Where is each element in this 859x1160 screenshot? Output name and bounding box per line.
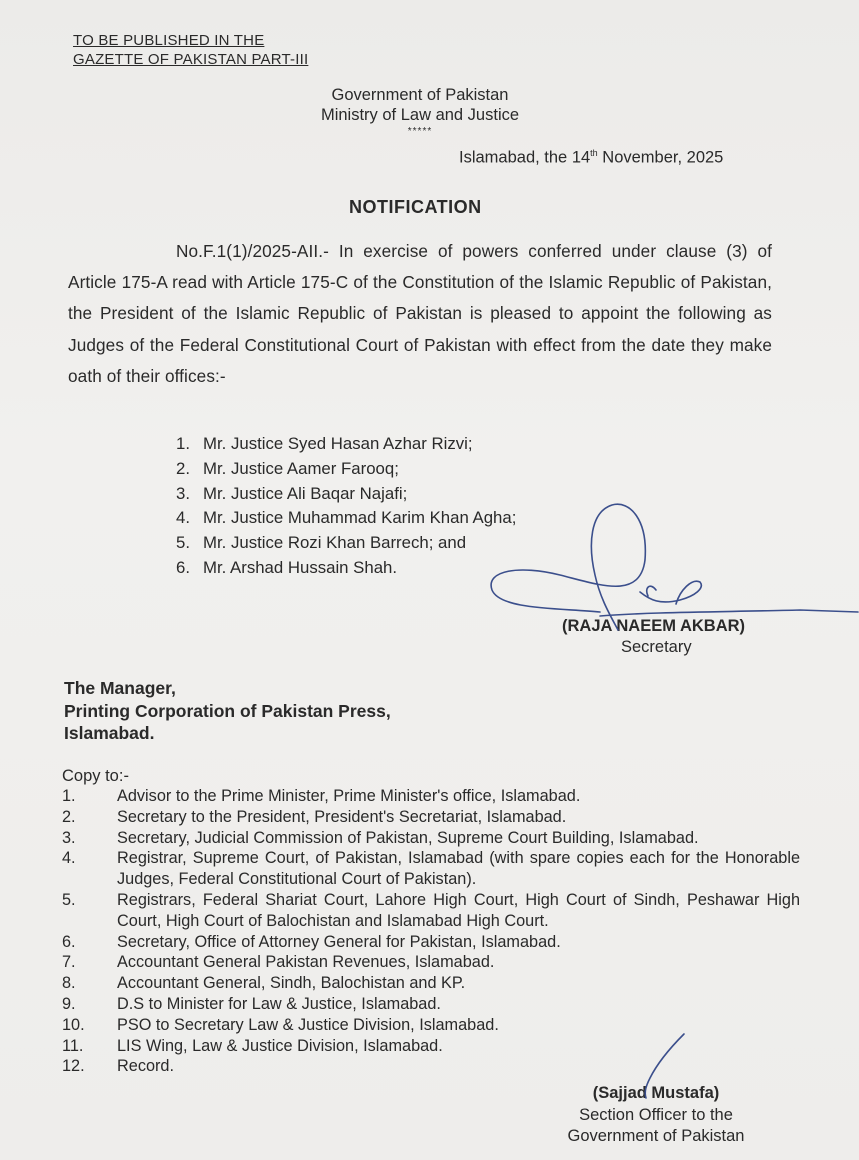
judge-name: Mr. Justice Syed Hasan Azhar Rizvi; xyxy=(203,434,473,453)
government-name: Government of Pakistan xyxy=(331,86,509,104)
judge-name: Mr. Justice Rozi Khan Barrech; and xyxy=(203,533,467,553)
copy-to-number: 6. xyxy=(62,932,76,951)
copy-to-number: 5. xyxy=(62,890,76,909)
judge-list-item xyxy=(176,506,516,531)
copy-to-item xyxy=(60,932,800,953)
copy-to-number: 4. xyxy=(62,849,76,868)
issue-date xyxy=(459,148,723,168)
judge-number: 2. xyxy=(176,458,190,478)
judge-name: Mr. Justice Aamer Farooq; xyxy=(203,458,399,478)
addressee-line1: The Manager, xyxy=(64,678,176,698)
addressee-line3: Islamabad. xyxy=(64,723,155,743)
judge-list-item xyxy=(176,457,516,482)
signatory-name: (RAJA NAEEM AKBAR) xyxy=(562,617,746,635)
judge-number: 4. xyxy=(176,508,190,528)
judge-name: Mr. Justice Ali Baqar Najafi; xyxy=(203,483,408,503)
copy-to-heading: Copy to:- xyxy=(62,767,129,785)
judge-list-item xyxy=(176,531,516,556)
copy-to-item xyxy=(60,828,800,849)
copy-to-item xyxy=(60,1036,800,1057)
addressee-line2: Printing Corporation of Pakistan Press, xyxy=(64,700,391,721)
copy-to-recipient: Record. xyxy=(117,1057,175,1076)
copy-to-item xyxy=(60,1056,800,1077)
date-prefix: Islamabad, the 14 xyxy=(459,148,591,167)
copy-to-item xyxy=(60,1015,800,1036)
separator-stars: ***** xyxy=(407,126,433,137)
copy-to-recipient: D.S to Minister for Law & Justice, Islamabad. xyxy=(117,994,441,1013)
judge-number: 5. xyxy=(176,533,190,553)
copy-to-item xyxy=(60,848,800,890)
judge-number: 3. xyxy=(176,483,190,503)
date-ordinal: th xyxy=(590,148,598,158)
judge-name: Mr. Arshad Hussain Shah. xyxy=(203,557,398,577)
copy-to-number: 10. xyxy=(62,1015,85,1034)
judge-number: 6. xyxy=(176,557,190,577)
copy-to-number: 7. xyxy=(62,953,76,972)
copy-to-recipient: Secretary, Office of Attorney General for Pakistan, Islamabad. xyxy=(117,932,561,951)
copy-to-number: 2. xyxy=(62,807,76,826)
copy-to-number: 12. xyxy=(62,1057,85,1076)
notification-body: No.F.1(1)/2025-AII.- In exercise of powers conferred under clause (3) of Article 175-A read with Article 175-C of the Constitution of the Islamic Republic of Pakistan, the President of the Islamic Republic of Pakistan is pleased to appoint the following as Judges of the Federal Constitutional Court of Pakistan with effect from the date they make oath of their offices:- xyxy=(68,241,772,386)
notification-title: NOTIFICATION xyxy=(349,197,482,217)
date-suffix: November, 2025 xyxy=(597,148,724,167)
copy-to-recipient: Accountant General Pakistan Revenues, Islamabad. xyxy=(117,953,495,972)
second-signatory-block xyxy=(548,1083,764,1148)
gazette-heading-line1: TO BE PUBLISHED IN THE xyxy=(73,32,265,49)
copy-to-number: 1. xyxy=(62,787,76,805)
second-signatory-title-line2: Government of Pakistan xyxy=(567,1127,745,1145)
judge-list-item xyxy=(176,482,516,507)
copy-to-recipient: Registrars, Federal Shariat Court, Lahore High Court, High Court of Sindh, Peshawar High Court, High Court of Balochistan and Islamabad High Court. xyxy=(117,890,800,930)
copy-to-number: 11. xyxy=(62,1036,84,1055)
gazette-heading-line2: GAZETTE OF PAKISTAN PART-III xyxy=(73,51,309,68)
second-signatory-name: (Sajjad Mustafa) xyxy=(592,1084,720,1102)
copy-to-recipient: Secretary, Judicial Commission of Pakistan, Supreme Court Building, Islamabad. xyxy=(117,828,699,847)
copy-to-item xyxy=(60,973,800,994)
judges-list xyxy=(176,432,516,581)
judge-list-item xyxy=(176,556,516,581)
copy-to-item xyxy=(60,807,800,828)
secretary-signature-icon xyxy=(491,504,858,630)
copy-to-recipient: Registrar, Supreme Court, of Pakistan, Islamabad (with spare copies each for the Honorable Judges, Federal Constitutional Court of Pakistan). xyxy=(117,849,800,889)
second-signatory-title-line1: Section Officer to the xyxy=(579,1105,733,1124)
ministry-name: Ministry of Law and Justice xyxy=(320,106,520,124)
copy-to-recipient: Accountant General, Sindh, Balochistan and KP. xyxy=(117,974,466,993)
copy-to-item xyxy=(60,890,800,932)
copy-to-item xyxy=(60,994,800,1015)
copy-to-recipient: Secretary to the President, President's Secretariat, Islamabad. xyxy=(117,807,567,826)
copy-to-number: 3. xyxy=(62,828,76,847)
copy-to-recipient: Advisor to the Prime Minister, Prime Minister's office, Islamabad. xyxy=(117,787,581,805)
copy-to-item xyxy=(60,786,800,807)
signatory-title: Secretary xyxy=(621,638,692,656)
copy-to-item xyxy=(60,952,800,973)
judge-number: 1. xyxy=(176,434,190,453)
copy-to-number: 8. xyxy=(62,974,76,993)
copy-to-list xyxy=(60,786,800,1077)
addressee-block xyxy=(64,677,391,745)
judge-name: Mr. Justice Muhammad Karim Khan Agha; xyxy=(203,508,517,528)
copy-to-recipient: PSO to Secretary Law & Justice Division, Islamabad. xyxy=(117,1015,499,1034)
copy-to-number: 9. xyxy=(62,994,76,1013)
judge-list-item xyxy=(176,432,516,457)
copy-to-recipient: LIS Wing, Law & Justice Division, Islamabad. xyxy=(117,1036,443,1055)
